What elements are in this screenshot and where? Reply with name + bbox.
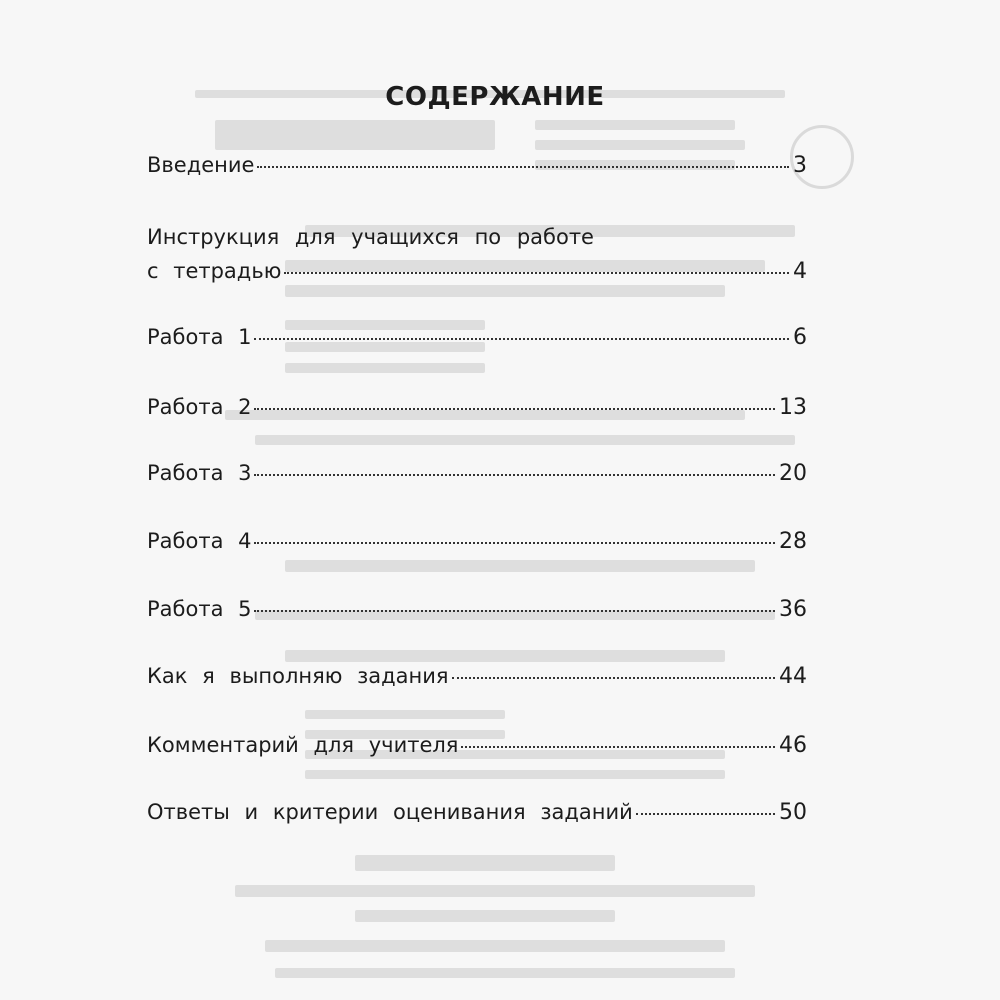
toc-entry-label: Как я выполняю задания bbox=[147, 664, 449, 688]
toc-entry-instructions[interactable] bbox=[147, 222, 807, 287]
toc-entry-page: 13 bbox=[779, 395, 807, 420]
toc-entry-page: 36 bbox=[779, 597, 807, 622]
toc-entry-work-5[interactable] bbox=[147, 594, 807, 625]
toc-entry-label: Работа 5 bbox=[147, 597, 252, 621]
toc-entry-self-check[interactable] bbox=[147, 661, 807, 692]
toc-entry-label: Работа 3 bbox=[147, 461, 252, 485]
toc-entry-page: 20 bbox=[779, 461, 807, 486]
toc-entry-label-line1: Инструкция для учащихся по работе bbox=[147, 225, 594, 249]
toc-entry-page: 28 bbox=[779, 529, 807, 554]
toc-entry-page: 4 bbox=[793, 259, 807, 284]
toc-entry-page: 46 bbox=[779, 733, 807, 758]
toc-entry-label: Ответы и критерии оценивания заданий bbox=[147, 800, 633, 824]
toc-entry-label: Работа 2 bbox=[147, 395, 252, 419]
dot-leader bbox=[254, 474, 775, 476]
toc-entry-work-2[interactable] bbox=[147, 392, 807, 423]
dot-leader bbox=[257, 166, 789, 168]
toc-entry-label: Работа 4 bbox=[147, 529, 252, 553]
dot-leader bbox=[254, 610, 775, 612]
toc-entry-label: с тетрадью bbox=[147, 259, 282, 283]
toc-entry-introduction[interactable] bbox=[147, 150, 807, 181]
toc-entry-label: Комментарий для учителя bbox=[147, 733, 459, 757]
dot-leader bbox=[452, 677, 775, 679]
toc-entry-answers[interactable] bbox=[147, 797, 807, 828]
toc-entry-label: Работа 1 bbox=[147, 325, 252, 349]
toc-entry-label: Введение bbox=[147, 153, 255, 177]
toc-entry-work-4[interactable] bbox=[147, 526, 807, 557]
dot-leader bbox=[636, 813, 775, 815]
dot-leader bbox=[461, 746, 775, 748]
toc-title: СОДЕРЖАНИЕ bbox=[385, 82, 605, 112]
toc-entry-teacher-comment[interactable] bbox=[147, 730, 807, 761]
toc-entry-work-3[interactable] bbox=[147, 458, 807, 489]
toc-entry-page: 6 bbox=[793, 325, 807, 350]
toc-entry-page: 3 bbox=[793, 153, 807, 178]
dot-leader bbox=[284, 272, 789, 274]
toc-entry-page: 50 bbox=[779, 800, 807, 825]
toc-entry-page: 44 bbox=[779, 664, 807, 689]
dot-leader bbox=[254, 542, 775, 544]
toc-entry-work-1[interactable] bbox=[147, 322, 807, 353]
dot-leader bbox=[254, 338, 789, 340]
dot-leader bbox=[254, 408, 775, 410]
